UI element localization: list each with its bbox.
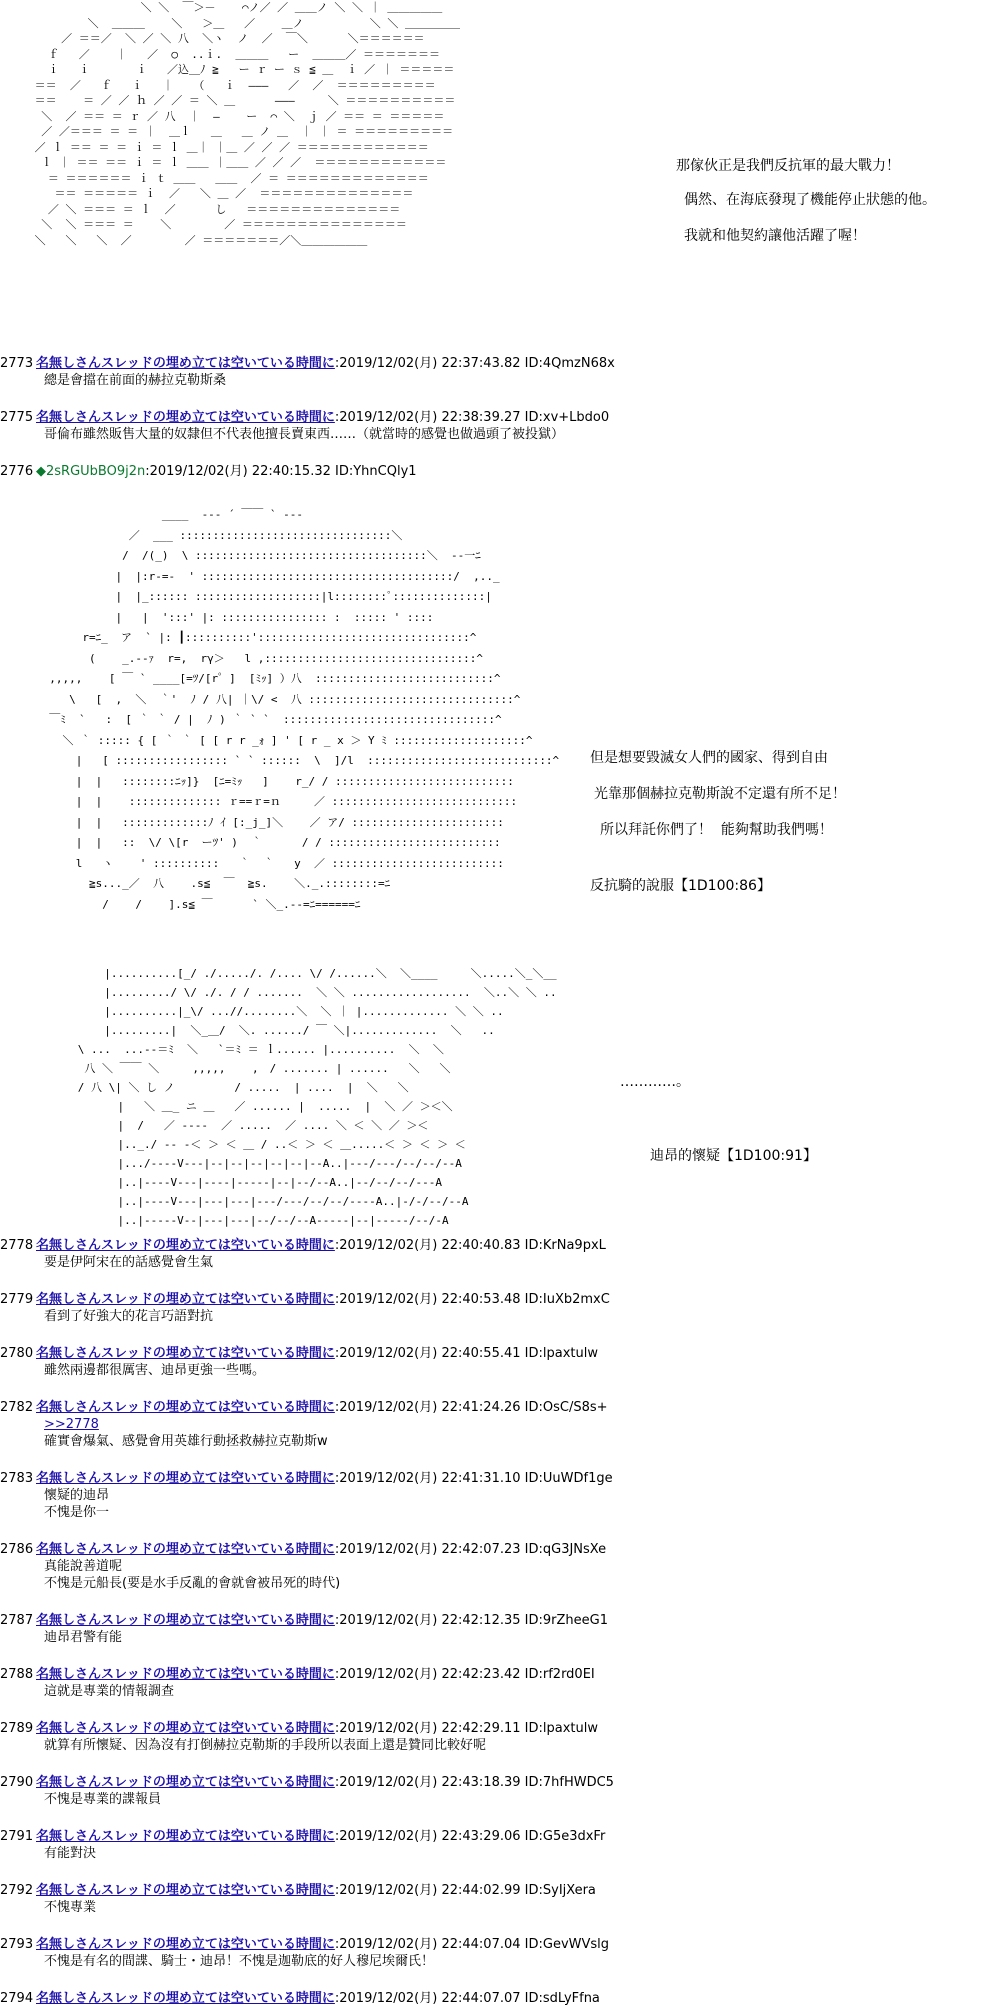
poster-name-link[interactable]: 名無しさんスレッドの埋め立ては空いている時間に [36,1346,335,1361]
thread-post [0,1345,1000,1379]
caption-line: …………。 [620,1074,690,1090]
post-number: 2782 [0,1400,34,1415]
post-body: 確實會爆氣、感覺會用英雄行動拯救赫拉克勒斯w [44,1434,328,1449]
caption-line: 我就和他契約讓他活躍了喔！ [684,228,866,244]
post-meta: :2019/12/02(月) 22:43:18.39 ID:7hfHWDC5 [334,1775,614,1790]
post-meta: :2019/12/02(月) 22:40:55.41 ID:lpaxtulw [334,1346,598,1361]
poster-name-link[interactable]: 名無しさんスレッドの埋め立ては空いている時間に [36,1937,335,1952]
poster-name-link[interactable]: 名無しさんスレッドの埋め立ては空いている時間に [36,1542,335,1557]
thread-post [0,1399,1000,1450]
post-body: 不愧是有名的間諜、騎士・迪昂！不愧是迦勒底的好人穆尼埃爾氏！ [44,1954,435,1969]
thread-post [0,1720,1000,1754]
post-number: 2790 [0,1775,34,1790]
post-meta: :2019/12/02(月) 22:44:02.99 ID:SyIjXera [334,1883,596,1898]
caption-line: 所以拜託你們了！ 能夠幫助我們嗎！ [600,822,833,838]
poster-name-link[interactable]: 名無しさんスレッドの埋め立ては空いている時間に [36,1471,335,1486]
poster-name-link[interactable]: 名無しさんスレッドの埋め立ては空いている時間に [36,1238,335,1253]
caption-line: 光靠那個赫拉克勒斯說不定還有所不足！ [594,786,846,802]
caption-line: 迪昂的懷疑【1D100:91】 [650,1148,817,1164]
post-number: 2793 [0,1937,34,1952]
post-meta: :2019/12/02(月) 22:40:40.83 ID:KrNa9pxL [334,1238,606,1253]
poster-name-link[interactable]: 名無しさんスレッドの埋め立ては空いている時間に [36,1721,335,1736]
poster-name-link[interactable]: 名無しさんスレッドの埋め立ては空いている時間に [36,1400,335,1415]
caption-line: 但是想要毀滅女人們的國家、得到自由 [590,750,828,766]
post-meta: :2019/12/02(月) 22:42:29.11 ID:lpaxtulw [334,1721,598,1736]
thread-post [0,1541,1000,1592]
post-body: 要是伊阿宋在的話感覺會生氣 [44,1255,214,1270]
post-number: 2791 [0,1829,34,1844]
post-number: 2794 [0,1991,34,2006]
post-meta: :2019/12/02(月) 22:41:31.10 ID:UuWDf1ge [334,1471,613,1486]
post-body: 迪昂君警有能 [44,1630,123,1645]
post-body: 就算有所懷疑、因為沒有打倒赫拉克勒斯的手段所以表面上還是贊同比較好呢 [44,1738,487,1753]
post-number: 2786 [0,1542,34,1557]
post-body: 哥倫布雖然販售大量的奴隸但不代表他擅長賣東西……（就當時的感覺也做過頭了被投獄） [44,427,565,442]
author-post [0,463,1000,480]
thread-post [0,1774,1000,1808]
thread-post [0,409,1000,443]
thread-post [0,355,1000,389]
thread-post [0,1237,1000,1271]
thread-post [0,1612,1000,1646]
thread-post [0,1990,1000,2007]
poster-name-link[interactable]: 名無しさんスレッドの埋め立ては空いている時間に [36,1292,335,1307]
post-meta: :2019/12/02(月) 22:37:43.82 ID:4QmzN68x [334,356,615,371]
post-meta: :2019/12/02(月) 22:42:23.42 ID:rf2rd0EI [334,1667,595,1682]
ascii-art-panel-2: ____ --- ´ ￣￣ ` --- ／ ___ ::::::::::::::::::::::::::::::::＼ / /(_) \ :::::::::::::::::::::::::::::::::::＼ --一ﾆ | |:r-=- ' ::::::::::::::::::::::::::::::::::::::/ ,.._ | |_:::::: :::::::::::::::::::|l::::::::ﾟ::::::::::::::| | | ':::' |: :::::::::::::::: : ::::: ' :::: r=ﾆ_ ア ` |: ┃::::::::::'::::::::::::::::::::::::::::::::^ ( _.--ｧ r=, rγ＞ l ,::::::::::::::::::::::::::::::::^ ,,,,, [ ￣ ` ____[=ﾂ/[r゜] [ﾐｯ] ）八 :::::::::::::::::::::::::::^ \ [ , ＼ ｀' ﾉ / 八| ｜\/ < 八 :::::::::::::::::::::::::::::::^ ￣ﾐ ` : [ ｀ ｀ / | ﾉ ) ｀ ` ` ::::::::::::::::::::::::::::::::^ ＼ ｀ ::::: { [ ｀ ｀ [ [ r r _ｫ ] ' [ r _ x ＞ Y ﾐ ::::::::::::::::::::^ | [ ::::::::::::::::: ` ` :::::: \ ]/l ::::::::::::::::::::::::::::^ | | ::::::::ﾆｯ]} [ﾆ=ﾐｯ ] r_/ / ::::::::::::::::::::::::::: | | :::::::::::::: ｒ==ｒ=ｎ ／ :::::::::::::::::::::::::::: | | :::::::::::::ﾉ ｲ [:_j_]＼ ／ ア/ ::::::::::::::::::::::: | | :: \/ \[r ーﾂ' ) ｀ / / :::::::::::::::::::::::::: l ヽ ' :::::::::: ｀ ｀ y ／ :::::::::::::::::::::::::: ≧s..._／ 八 .s≦ ￣ ≧s. ＼._.::::::::=ﾆ / / ].s≦ ￣ ` ＼_.--=ﾆ======ﾆ [49,508,560,911]
caption-line: 那傢伙正是我們反抗軍的最大戰力！ [676,158,900,174]
post-number: 2773 [0,356,34,371]
post-number: 2778 [0,1238,34,1253]
ascii-art-panel-1: ＼ ＼ ￣＞－ ⌒ノ／ ／ ＿＿ノ ＼ ＼ ｜ ＿＿＿＿＿ ＼ ＿＿＿ ＼ ＞＿ ／ ＿ノ ＼ ＼ ＿＿＿＿＿ ／ ＝＝／ ＼ ／ ＼ 八 ＼ヽ ノ ／ ￣＼ ＼＝＝＝＝＝＝ ｆ ／ ｜ ／ ○ ..ｉ. ＿＿＿ ー ＿＿＿／ ＝＝＝＝＝＝＝ ｉ ｉ ｉ ／込＿ﾉ ≧ ー ｒ ー ｓ ≦ ＿ ｉ ／ ｜ ＝＝＝＝＝ ＝＝ ／ ｆ ｉ ｜ （ ｉ ――― ／ ／ ＝＝＝＝＝＝＝＝＝ ＝＝ ＝ ／ ／ ｈ ／ ／ ＝ ＼ ＿ ――― ＼ ＝＝＝＝＝＝＝＝＝＝ ＼ ／ ＝＝ ＝ ｒ ／ 八 ｜ ― ー ⌒ ＼ ｊ ／ ＝＝ ＝ ＝＝＝＝＝ ／ ／＝＝＝ ＝ ＝ ｜ ＿ｌ ＿ ＿ ノ ＿ ｜ ｜ ＝ ＝＝＝＝＝＝＝＝＝ ／ ｌ ＝＝ ＝ ＝ ｉ ＝ ｌ ＿｜ ｜＿ ／ ／ ／ ＝＝＝＝＝＝＝＝＝＝＝＝ ｌ ｜ ＝＝ ＝＝ ｉ ＝ ｌ ＿＿ ｜＿＿ ／ ／ ／ ＝＝＝＝＝＝＝＝＝＝＝＝ ＝ ＝＝＝＝＝＝ ｉ ｔ ＿＿ ＿＿ ／ ＝ ＝＝＝＝＝＝＝＝＝＝＝＝＝ ＝＝ ＝＝＝＝＝ ｉ ／ ＼ ＿ ／ ＝＝＝＝＝＝＝＝＝＝＝＝＝＝ ／ ＼ ＝＝＝ ＝ ｌ ／ し ＝＝＝＝＝＝＝＝＝＝＝＝＝＝ ＼ ＼ ＝＝＝ ＝ ＼ ／ ＝＝＝＝＝＝＝＝＝＝＝＝＝＝＝ ＼ ＼ ＼ ／ ／ ＝＝＝＝＝＝＝／＼＿＿＿＿＿＿ [34,1,461,247]
post-meta: :2019/12/02(月) 22:42:07.23 ID:qG3JNsXe [334,1542,607,1557]
post-meta: :2019/12/02(月) 22:44:07.07 ID:sdLyFfna [334,1991,600,2006]
poster-name-link[interactable]: 名無しさんスレッドの埋め立ては空いている時間に [36,1613,335,1628]
post-meta: :2019/12/02(月) 22:38:39.27 ID:xv+Lbdo0 [334,410,610,425]
post-number: 2783 [0,1471,34,1486]
poster-name-link[interactable]: 名無しさんスレッドの埋め立ては空いている時間に [36,356,335,371]
post-number: 2780 [0,1346,34,1361]
post-meta: :2019/12/02(月) 22:44:07.04 ID:GevWVslg [334,1937,610,1952]
ascii-art-panel-3: |..........[_/ ./...../. /.... \/ /......＼ ＼____ ＼.....＼_＼__ |........./ \/ ./. / / ....... ＼ ＼ .................. ＼..＼ ＼ .. |..........|_\/ ...//........＼ ＼ ｜ |............. ＼ ＼ .. |.........| ＼_＿/ ＼. ....../ ￣ ＼|............. ＼ .. \ ... ...--＝ﾐ ＼ `＝ﾐ ＝ ｌ...... |.......... ＼ ＼ 八 ＼ ￣￣ ＼ ,,,,, , / ....... | ...... ＼ ＼ / 八 \| ＼ し ノ / ..... | .... | ＼ ＼ | ＼ ＿_ ニ ＿ ／ ...... | ..... | ＼ ／ ＞＜＼ | / ／ ---- ／ ..... ／ .... ＼ ＜ ＼ ／ ＞＜ |.._./ -- -＜ ＞ ＜ ＿ / ..＜ ＞ ＜ ＿.....＜ ＞ ＜ ＞ ＜ |.../----V---|--|--|--|--|--|--A..|---/---/--/--/--A |..|----V---|----|-----|--|--/--A..|--/--/--/---A |..|----V---|---|---|---/---/--/--/----A..|-/-/--/--A |..|-----V--|---|---|--/--/--A-----|--|-----/--/-A [77,967,557,1227]
poster-name-link[interactable]: 名無しさんスレッドの埋め立ては空いている時間に [36,410,335,425]
post-body: 總是會擋在前面的赫拉克勒斯桑 [44,373,227,388]
poster-name-link[interactable]: 名無しさんスレッドの埋め立ては空いている時間に [36,1991,335,2006]
thread-post [0,1828,1000,1862]
post-body: 有能對決 [44,1846,97,1861]
caption-line: 偶然、在海底發現了機能停止狀態的他。 [684,192,936,208]
post-meta: :2019/12/02(月) 22:40:15.32 ID:YhnCQly1 [145,464,417,479]
thread-post [0,1470,1000,1521]
post-number: 2779 [0,1292,34,1307]
post-number: 2789 [0,1721,34,1736]
post-body: 真能說善道呢 不愧是元船長(要是水手反亂的會就會被吊死的時代) [44,1559,341,1591]
post-meta: :2019/12/02(月) 22:40:53.48 ID:IuXb2mxC [334,1292,610,1307]
post-body: 不愧是專業的諜報員 [44,1792,162,1807]
post-number: 2788 [0,1667,34,1682]
poster-name-link[interactable]: 名無しさんスレッドの埋め立ては空いている時間に [36,1883,335,1898]
post-number: 2775 [0,410,34,425]
post-body: 懷疑的迪昂 不愧是你一 [44,1488,110,1520]
post-meta: :2019/12/02(月) 22:41:24.26 ID:OsC/S8s+ [334,1400,608,1415]
post-meta: :2019/12/02(月) 22:43:29.06 ID:G5e3dxFr [334,1829,606,1844]
post-body: 雖然兩邊都很厲害、迪昂更強一些嗎。 [44,1363,266,1378]
author-trip[interactable]: ◆2sRGUbBO9j2n [36,464,146,479]
thread-post [0,1882,1000,1916]
poster-name-link[interactable]: 名無しさんスレッドの埋め立ては空いている時間に [36,1775,335,1790]
thread-post [0,1936,1000,1970]
reply-quote-link[interactable]: >>2778 [44,1417,99,1432]
post-body: 這就是專業的情報調查 [44,1684,175,1699]
poster-name-link[interactable]: 名無しさんスレッドの埋め立ては空いている時間に [36,1829,335,1844]
post-body: 看到了好強大的花言巧語對抗 [44,1309,214,1324]
post-number: 2792 [0,1883,34,1898]
thread-post [0,1666,1000,1700]
thread-post [0,1291,1000,1325]
post-body: 不愧專業 [44,1900,97,1915]
post-meta: :2019/12/02(月) 22:42:12.35 ID:9rZheeG1 [334,1613,608,1628]
post-number: 2776 [0,464,34,479]
caption-line: 反抗騎的說服【1D100:86】 [590,878,771,894]
poster-name-link[interactable]: 名無しさんスレッドの埋め立ては空いている時間に [36,1667,335,1682]
post-number: 2787 [0,1613,34,1628]
